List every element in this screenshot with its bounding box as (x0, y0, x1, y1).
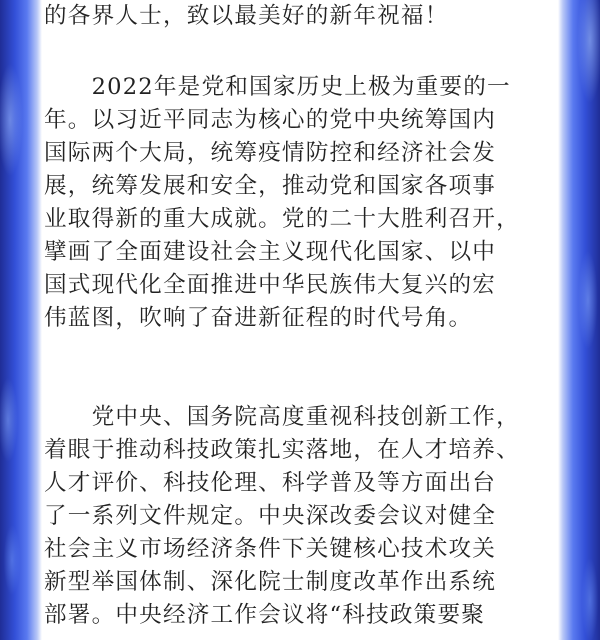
text-line: 党中央、国务院高度重视科技创新工作， (44, 404, 520, 430)
paragraph-tech-policy (44, 401, 556, 632)
left-decorative-border (0, 0, 40, 640)
text-line: 展，统筹发展和安全，推动党和国家各项事 (44, 173, 497, 199)
text-line: 伟蓝图，吹响了奋进新征程的时代号角。 (44, 305, 473, 331)
text-line: 新型举国体制、深化院士制度改革作出系统 (44, 569, 497, 595)
text-line: 年。以习近平同志为核心的党中央统筹国内 (44, 107, 497, 133)
text-line: 的各界人士，致以最美好的新年祝福！ (44, 3, 449, 29)
paragraph-2022-review (44, 71, 556, 335)
text-line: 社会主义市场经济条件下关键核心技术攻关 (44, 536, 497, 562)
text-line: 部署。中央经济工作会议将“科技政策要聚 (44, 602, 486, 628)
text-line: 业取得新的重大成就。党的二十大胜利召开， (44, 206, 520, 232)
text-line: 2022年是党和国家历史上极为重要的一 (44, 74, 511, 100)
right-decorative-border (560, 0, 600, 640)
text-line: 国际两个大局，统筹疫情防控和经济社会发 (44, 140, 497, 166)
text-line: 着眼于推动科技政策扎实落地，在人才培养、 (44, 437, 520, 463)
paragraph-greeting (44, 0, 556, 33)
text-line: 了一系列文件规定。中央深改委会议对健全 (44, 503, 497, 529)
text-line: 擘画了全面建设社会主义现代化国家、以中 (44, 239, 497, 265)
text-line: 国式现代化全面推进中华民族伟大复兴的宏 (44, 272, 497, 298)
text-line: 人才评价、科技伦理、科学普及等方面出台 (44, 470, 497, 496)
